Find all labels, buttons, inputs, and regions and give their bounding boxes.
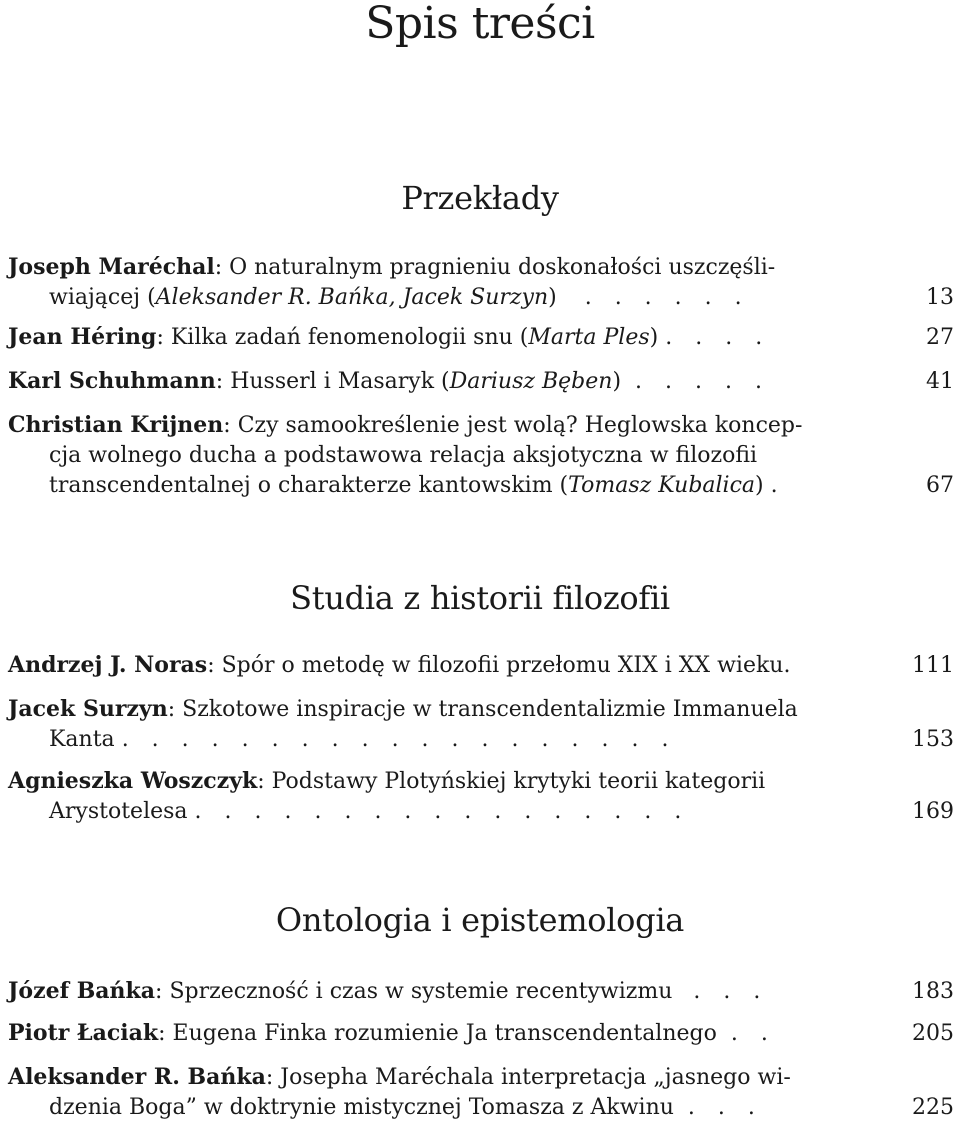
entry-author: Jean Héring [8,324,157,350]
toc-entry-marechal[interactable] [0,252,960,313]
page-title: Spis treści [365,0,595,49]
entry-title: ) [612,369,622,394]
leader-dots: . [783,653,791,678]
entry-title: dzenia Boga” w doktrynie mistycznej Tomasza z Akwinu [49,1095,674,1120]
entry-author: Andrzej J. Noras [8,652,208,678]
page-number: 13 [926,285,954,310]
entry-title: Szkotowe inspiracje w transcendentalizmie Immanuela [182,697,798,722]
leader-dots: . [770,473,778,498]
leader-dots: . . . . . [635,369,762,394]
section-heading: Przekłady [401,179,559,217]
entry-author: Piotr Łaciak [8,1020,159,1046]
page-number: 67 [926,473,954,498]
leader-dots: . . . . [665,325,763,350]
entry-translator: Dariusz Bęben [449,369,613,394]
page-number: 111 [912,653,954,678]
entry-title: Kilka zadań fenomenologii snu ( [170,325,529,350]
entry-title: Spór o metodę w filozofii przełomu XIX i XX wieku [221,653,784,678]
toc-entry-hering[interactable]: Jean Héring: Kilka zadań fenomenologii snu (Marta Ples) . . . . 27 [0,322,960,353]
entry-title: Josepha Maréchala interpretacja „jasnego wi- [280,1065,791,1090]
page-number: 41 [926,369,954,394]
page-number: 225 [912,1095,954,1120]
entry-title: Podstawy Plotyńskiej krytyki teorii kategorii [271,769,766,794]
leader-dots: . . . [693,979,761,1004]
toc-entry-surzyn[interactable]: Jacek Surzyn: Szkotowe inspiracje w transcendentalizmie Immanuela Kanta . . . . . . . . . . . . . . . . . . . 153 [0,694,960,755]
toc-entry-krijnen[interactable]: Christian Krijnen: Czy samookreślenie jest wolą? Heglowska koncep- cja wolnego ducha a podstawowa relacja aksjotyczna w filozofii transcendentalnej o charakterze kantowskim (Tomasz Kubalica) . 67 [0,410,960,501]
toc-entry-laciak[interactable]: Piotr Łaciak: Eugena Finka rozumienie Ja transcendentalnego . . 205 [0,1018,960,1049]
section-heading: Studia z historii filozofii [290,579,670,617]
section-ontologia [0,900,960,940]
entry-translator: Marta Ples [528,325,650,350]
leader-dots: . . . . . . . . . . . . . . . . . . . [121,727,669,752]
leader-dots: . . . . . . . . . . . . . . . . . [194,799,682,824]
entry-title: transcendentalnej o charakterze kantowskim ( [49,473,569,498]
entry-title: ) [755,473,764,498]
entry-translator: Tomasz Kubalica [568,473,756,498]
leader-dots: . . . . . . [584,285,742,310]
entry-title: O naturalnym pragnieniu doskonałości uszczęśli- [229,255,776,280]
entry-title: ) [548,285,557,310]
page-number: 205 [912,1021,954,1046]
entry-title: Arystotelesa [49,799,188,824]
toc-entry-banka-aleksander[interactable]: Aleksander R. Bańka: Josepha Maréchala interpretacja „jasnego wi- dzenia Boga” w doktrynie mistycznej Tomasza z Akwinu . . . 225 [0,1062,960,1123]
page-number: 183 [912,979,954,1004]
leader-dots: . . . [687,1095,755,1120]
entry-author: Józef Bańka [8,978,156,1004]
entry-author: Karl Schuhmann [8,368,216,394]
toc-entry-banka-jozef[interactable]: Józef Bańka: Sprzeczność i czas w systemie recentywizmu . . . 183 [0,976,960,1007]
entry-title: wiającej ( [49,285,156,310]
entry-author: Joseph Maréchal [8,254,215,280]
page-number: 153 [912,727,954,752]
leader-dots: . . [730,1021,768,1046]
entry-title: ) [649,325,659,350]
toc-entry-noras[interactable]: Andrzej J. Noras: Spór o metodę w filozofii przełomu XIX i XX wieku. 111 [0,650,960,681]
entry-title: cja wolnego ducha a podstawowa relacja aksjotyczna w filozofii [49,443,758,468]
section-studia [0,578,960,618]
entry-author: Christian Krijnen [8,412,224,438]
toc-entry-woszczyk[interactable]: Agnieszka Woszczyk: Podstawy Plotyńskiej krytyki teorii kategorii Arystotelesa . . . . . . . . . . . . . . . . . 169 [0,766,960,827]
entry-author: Agnieszka Woszczyk [8,768,258,794]
entry-line [0,283,960,313]
entry-title: Husserl i Masaryk ( [230,369,450,394]
page-number: 169 [912,799,954,824]
toc-entry-schuhmann[interactable]: Karl Schuhmann: Husserl i Masaryk (Dariusz Bęben) . . . . . 41 [0,366,960,397]
entry-title: Kanta [49,727,115,752]
entry-translator: Aleksander R. Bańka, Jacek Surzyn [155,285,549,310]
section-heading: Ontologia i epistemologia [275,901,685,939]
entry-author: Aleksander R. Bańka [8,1064,266,1090]
entry-title: Sprzeczność i czas w systemie recentywizmu [169,979,673,1004]
entry-author: Jacek Surzyn [8,696,168,722]
entry-title: Czy samookreślenie jest wolą? Heglowska koncep- [237,413,803,438]
entry-line: Joseph Maréchal: O naturalnym pragnieniu doskonałości uszczęśli- [8,254,776,280]
entry-title: Eugena Finka rozumienie Ja transcendentalnego [172,1021,717,1046]
section-przeklady [0,178,960,218]
page-number: 27 [926,325,954,350]
